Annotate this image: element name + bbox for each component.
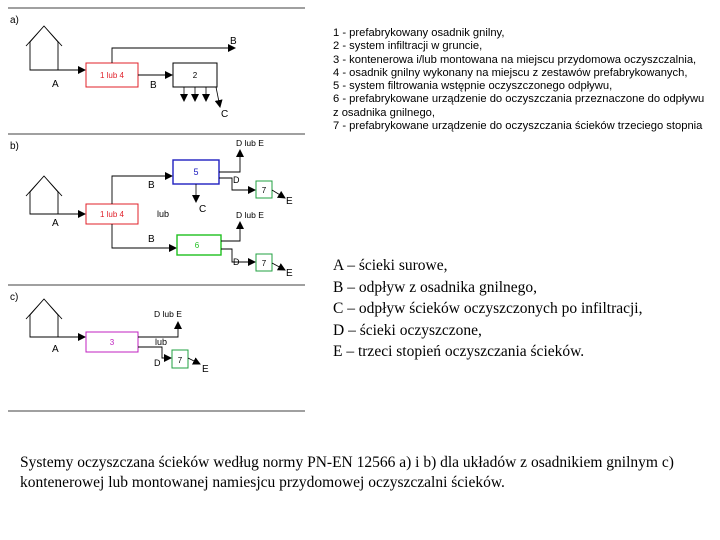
label-b: B (148, 180, 155, 191)
legend-item: 2 - system infiltracji w gruncie, (333, 40, 483, 53)
to-tertiary-line (138, 347, 171, 358)
outflow-b-line (112, 224, 176, 248)
label-c: C (221, 109, 229, 120)
house-icon (26, 176, 62, 214)
tertiary-out-arrow (272, 190, 285, 198)
system-diagram (0, 0, 310, 420)
label-e: E (202, 364, 209, 375)
label-a: A (52, 79, 59, 90)
legend-numbered (333, 27, 705, 133)
legend-letter-item: D – ścieki oczyszczone, (333, 321, 482, 339)
tertiary-out-arrow (188, 358, 200, 364)
label-b-out: B (230, 36, 237, 47)
house-icon (26, 299, 62, 337)
legend-item: 5 - system filtrowania wstępnie oczyszczonego odpływu, (333, 80, 613, 93)
panel-label: c) (10, 292, 19, 303)
tertiary-box-label: 7 (261, 186, 267, 195)
legend-letter-item: E – trzeci stopień oczyszczania ścieków. (333, 343, 585, 360)
label-e: E (286, 196, 293, 207)
label-d: D (154, 358, 161, 368)
container-plant-box-label: 3 (109, 338, 115, 347)
septic-tank-box-label: 1 lub 4 (99, 71, 125, 80)
panel-a (10, 15, 237, 120)
tertiary-out-arrow (272, 263, 285, 270)
panel-c (10, 292, 209, 375)
label-c: C (199, 204, 207, 215)
label-d: D (233, 257, 240, 267)
legend-item: 3 - kontenerowa i/lub montowana na miejscu przydomowa oczyszczalnia, (333, 53, 697, 66)
outflow-d-line (138, 322, 178, 337)
label-d-lub-e: D lub E (154, 309, 182, 319)
panel-b (10, 138, 293, 279)
outflow-d-line (219, 150, 240, 172)
label-a: A (52, 344, 59, 355)
legend-letter-item: A – ścieki surowe, (333, 257, 448, 274)
label-d: D (233, 175, 240, 185)
legend-letters (333, 255, 718, 363)
label-lub: lub (157, 209, 170, 219)
legend-item: 7 - prefabrykowane urządzenie do oczyszczania ścieków trzeciego stopnia (333, 120, 703, 133)
legend-item: 4 - osadnik gnilny wykonany na miejscu z zestawów prefabrykowanych, (333, 66, 688, 79)
label-b: B (148, 234, 155, 245)
tertiary-box-label: 7 (177, 356, 183, 365)
house-icon (26, 26, 62, 70)
infiltration-box-label: 2 (192, 71, 198, 80)
label-d-lub-e: D lub E (236, 138, 264, 148)
legend-letter-item: C – odpływ ścieków oczyszczonych po infiltracji, (333, 300, 643, 317)
panel-label: b) (10, 141, 19, 152)
panel-label: a) (10, 15, 19, 26)
label-a: A (52, 218, 59, 229)
filter-system-box-label: 5 (193, 167, 199, 177)
label-d-lub-e: D lub E (236, 210, 264, 220)
tertiary-box-label: 7 (261, 259, 267, 268)
treatment-device-box-label: 6 (194, 241, 200, 250)
outflow-b-line (112, 48, 235, 63)
figure-caption: Systemy oczyszczana ścieków według normy PN-EN 12566 a) i b) dla układów z osadnikiem gnilnym c) kontenerowej lub montowanej namiesjcu przydomowej oczyszczalni ścieków. (20, 454, 674, 491)
label-e: E (286, 268, 293, 279)
outflow-b-line (112, 176, 172, 204)
label-b-in: B (150, 80, 157, 91)
label-lub: lub (155, 337, 168, 347)
septic-tank-box-label: 1 lub 4 (99, 210, 125, 219)
legend-letter-item: B – odpływ z osadnika gnilnego, (333, 278, 538, 296)
legend-item: 1 - prefabrykowany osadnik gnilny, (333, 27, 505, 39)
drain-arrow (216, 87, 220, 107)
legend-item: 6 - prefabrykowane urządzenie do oczyszczania przeznaczone do odpływu z osadnika gnilnego, (333, 93, 705, 119)
outflow-d-line (221, 222, 240, 241)
